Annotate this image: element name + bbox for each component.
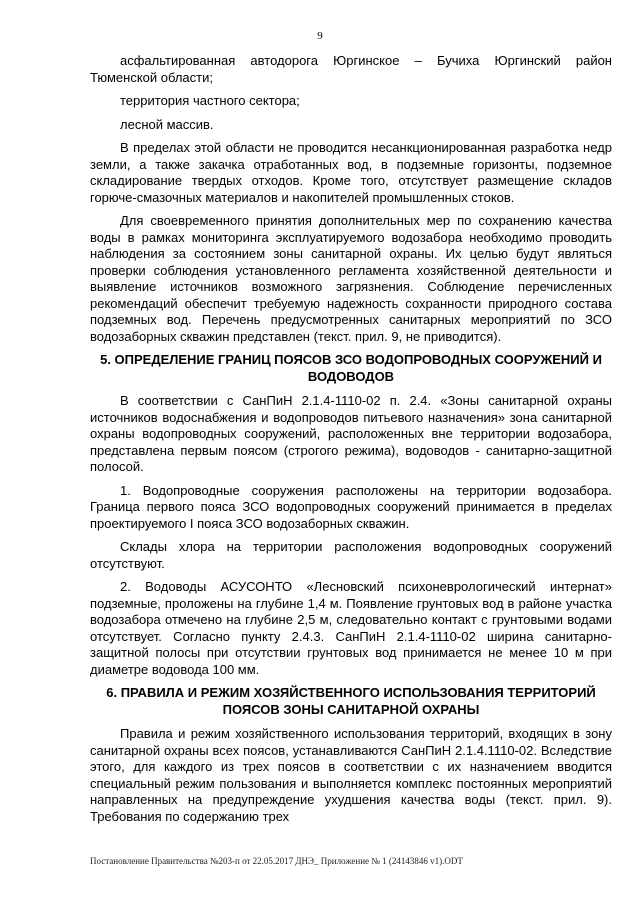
paragraph: Склады хлора на территории расположения водопроводных сооружений отсутствуют. xyxy=(90,539,612,571)
paragraph: 1. Водопроводные сооружения расположены на территории водозабора. Граница первого пояса ЗСО водопроводных сооружений принимается в пределах проектируемого I пояса ЗСО водозаборных скважин. xyxy=(90,482,612,531)
paragraph: асфальтированная автодорога Юргинское – Бучиха Юргинский район Тюменской области; xyxy=(90,53,612,85)
paragraph: территория частного сектора; xyxy=(120,93,300,108)
paragraph: лесной массив. xyxy=(120,116,214,132)
section-heading-5: 5. ОПРЕДЕЛЕНИЕ ГРАНИЦ ПОЯСОВ ЗСО ВОДОПРОВОДНЫХ СООРУЖЕНИЙ И ВОДОВОДОВ xyxy=(100,352,602,384)
section-heading-6: 6. ПРАВИЛА И РЕЖИМ ХОЗЯЙСТВЕННОГО ИСПОЛЬЗОВАНИЯ ТЕРРИТОРИЙ ПОЯСОВ ЗОНЫ САНИТАРНОЙ ОХРАНЫ xyxy=(106,685,596,717)
paragraph: В пределах этой области не проводится несанкционированная разработка недр земли, а также закачка отработанных вод, в подземные горизонты, подземное складирование твердых отходов. Кроме того, отсутствует размещение складов горюче-смазочных материалов и накопителей промышленных стоков. xyxy=(90,140,612,205)
page-number: 9 xyxy=(317,30,323,42)
paragraph: Для своевременного принятия дополнительных мер по сохранению качества воды в рамках мониторинга эксплуатируемого водозабора необходимо проводить наблюдения за состоянием зоны санитарной охраны. Их целью будут являться проверки соблюдения установленного регламента хозяйственной деятельности и выявление источников возможного загрязнения. Соблюдение перечисленных рекомендаций обеспечит требуемую надежность сохранности природного состава подземных вод. Перечень предусмотренных санитарных мероприятий по ЗСО водозаборных скважин представлен (текст. прил. 9, не приводится). xyxy=(90,213,612,344)
page-footer: Постановление Правительства №203-п от 22.05.2017 ДНЭ_ Приложение № 1 (24143846 v1).ODT xyxy=(90,856,463,866)
paragraph: 2. Водоводы АСУСОНТО «Лесновский психоневрологический интернат» подземные, проложены на глубине 1,4 м. Появление грунтовых вод в районе участка водозабора отмечено на глубине 2,5 м, следовательно контакт с грунтовыми водами отсутствует. Согласно пункту 2.4.3. СанПиН 2.1.4-1110-02 ширина санитарно-защитной полосы при отсутствии грунтовых вод принимается не менее 10 м при диаметре водовода 100 мм. xyxy=(90,579,612,677)
document-body xyxy=(90,53,612,832)
paragraph: В соответствии с СанПиН 2.1.4-1110-02 п. 2.4. «Зоны санитарной охраны источников водоснабжения и водопроводов питьевого назначения» зона санитарной охраны водопроводных сооружений, расположенных вне территории водозабора, представлена первым поясом (строгого режима), водоводов - санитарно-защитной полосой. xyxy=(90,393,612,474)
paragraph: Правила и режим хозяйственного использования территорий, входящих в зону санитарной охраны всех поясов, устанавливаются СанПиН 2.1.4.1110-02. Вследствие этого, для каждого из трех поясов в соответствии с их назначением вводится специальный режим пользования и выполняется комплекс постоянных мероприятий направленных на предупреждение ухудшения качества воды (текст. прил. 9). Требования по содержанию трех xyxy=(90,726,612,824)
